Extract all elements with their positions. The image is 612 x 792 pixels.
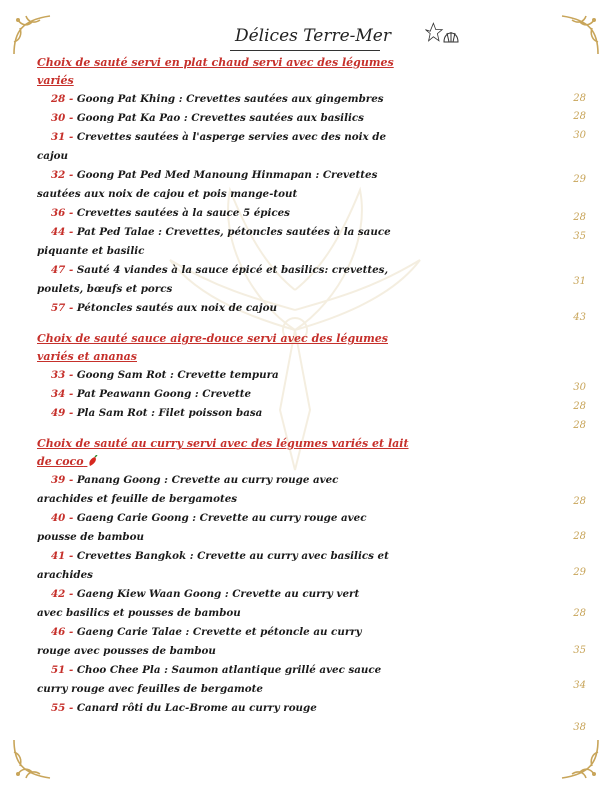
ornament-corner-icon [556,12,602,58]
price: 28 [573,608,586,619]
section-title: Choix de sauté sauce aigre-douce servi avec des légumes variés et ananas [37,332,388,363]
ornament-corner-icon [10,12,56,58]
ornament-corner-icon [556,736,602,782]
menu-item: 39 - Panang Goong : Crevette au curry rouge avec arachides et feuille de bergamotes [37,474,339,505]
price: 35 [573,231,586,242]
price: 29 [573,174,586,185]
menu-item: 30 - Goong Pat Ka Pao : Crevettes sautées aux basilics [51,112,364,124]
menu-item: 41 - Crevettes Bangkok : Crevette au curry avec basilics et arachides [37,550,389,581]
menu-header [228,20,458,56]
section-title: Choix de sauté au curry servi avec des légumes variés et lait de coco [37,437,409,468]
chili-pepper-icon [87,455,99,467]
section-title: Choix de sauté servi en plat chaud servi avec des légumes variés [37,56,394,87]
section-saute-curry [37,435,417,718]
menu-item: 34 - Pat Peawann Goong : Crevette [51,388,252,400]
menu-item: 32 - Goong Pat Ped Med Manoung Hinmapan : Crevettes sautées aux noix de cajou et pois mange-tout [37,169,378,200]
price: 31 [573,276,586,287]
menu-item: 42 - Gaeng Kiew Waan Goong : Crevette au curry vert avec basilics et pousses de bambou [37,588,360,619]
title-underline [230,50,380,51]
price: 28 [573,496,586,507]
section-saute-plat-chaud [37,54,417,318]
menu-item: 40 - Gaeng Carie Goong : Crevette au curry rouge avec pousse de bambou [37,512,367,543]
price: 43 [573,312,586,323]
price: 28 [573,420,586,431]
price: 38 [573,722,586,733]
menu-item: 31 - Crevettes sautées à l'asperge servies avec des noix de cajou [37,131,386,162]
menu-item: 33 - Goong Sam Rot : Crevette tempura [51,369,279,381]
ornament-corner-icon [10,736,56,782]
price: 28 [573,212,586,223]
price: 29 [573,567,586,578]
price: 28 [573,111,586,122]
menu-item: 44 - Pat Ped Talae : Crevettes, pétoncles sautées à la sauce piquante et basilic [37,226,391,257]
menu-item: 47 - Sauté 4 viandes à la sauce épicé et basilics: crevettes, poulets, bœufs et porcs [37,264,389,295]
menu-item: 55 - Canard rôti du Lac-Brome au curry rouge [51,702,317,714]
menu-item: 51 - Choo Chee Pla : Saumon atlantique grillé avec sauce curry rouge avec feuilles de bergamote [37,664,382,695]
price: 28 [573,93,586,104]
price: 30 [573,130,586,141]
menu-content [37,54,417,730]
price: 28 [573,401,586,412]
seashell-starfish-icon [424,20,460,50]
section-saute-aigre-douce [37,330,417,423]
price: 30 [573,382,586,393]
price: 34 [573,680,586,691]
menu-item: 57 - Pétoncles sautés aux noix de cajou [51,302,277,314]
menu-item: 28 - Goong Pat Khing : Crevettes sautées aux gingembres [51,93,384,105]
menu-item: 46 - Gaeng Carie Talae : Crevette et pétoncle au curry rouge avec pousses de bambou [37,626,362,657]
menu-item: 49 - Pla Sam Rot : Filet poisson basa [51,407,263,419]
page-title: Délices Terre-Mer [234,26,391,46]
price: 35 [573,645,586,656]
menu-item: 36 - Crevettes sautées à la sauce 5 épices [51,207,290,219]
price: 28 [573,531,586,542]
